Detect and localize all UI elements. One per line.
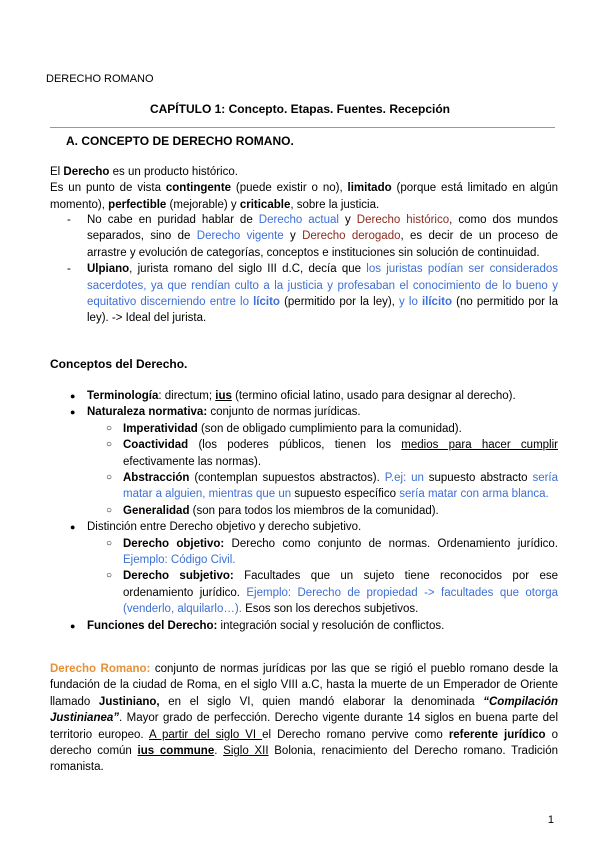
circle-marker: ○ xyxy=(106,570,113,582)
bullet-funciones: ● Funciones del Derecho: integración social y resolución de conflictos. xyxy=(50,618,558,634)
circle-marker: ○ xyxy=(106,439,113,451)
sub-bullet-imperatividad: ○ Imperatividad (son de obligado cumplimiento para la comunidad). xyxy=(50,421,558,437)
circle-marker: ○ xyxy=(106,504,113,516)
bullet-terminologia: ● Terminología: directum; ius (termino oficial latino, usado para designar al derecho). xyxy=(50,388,558,404)
derecho-romano-paragraph: Derecho Romano: conjunto de normas jurídicas por las que se rigió el pueblo romano desde la fundación de la ciudad de Roma, en el siglo VIII a.C, hasta la muerte de un Emperador de Oriente llamado Justiniano, en el siglo VI, quien mandó elaborar la denominada “Compilación Justinianea”. Mayor grado de perfección. Derecho vigente durante 14 siglos en buena parte del territorio europeo. A partir del siglo VI el Derecho romano pervive como referente jurídico o derecho común ius commune. Siglo XII Bolonia, renacimiento del Derecho romano. Tradición romanista. xyxy=(50,663,559,774)
sub-bullet-generalidad: ○ Generalidad (son para todos los miembros de la comunidad). xyxy=(50,503,558,519)
intro-line-1: El Derecho es un producto histórico. xyxy=(50,166,238,178)
sub-bullet-abstraccion: ○ Abstracción (contemplan supuestos abstractos). P.ej: un supuesto abstracto sería matar a alguien, mientras que un supuesto específico sería matar con arma blanca. xyxy=(106,472,559,501)
bullet-list xyxy=(50,388,558,634)
intro-paragraph xyxy=(50,164,558,213)
sub-bullet-coactividad: ○ Coactividad (los poderes públicos, tienen los medios para hacer cumplir efectivamente las normas). xyxy=(106,439,558,468)
dash-list xyxy=(50,212,558,327)
conceptos-heading: Conceptos del Derecho. xyxy=(50,357,188,371)
dash-marker: - xyxy=(67,263,71,276)
bullet-naturaleza: ● Naturaleza normativa: conjunto de normas jurídicas. xyxy=(50,404,558,420)
bullet-marker: ● xyxy=(70,620,76,631)
section-a-heading: A. CONCEPTO DE DERECHO ROMANO. xyxy=(66,134,294,148)
dash-marker: - xyxy=(67,214,71,226)
dash-item-derecho: - No cabe en puridad hablar de Derecho actual y Derecho histórico, como dos mundos separados, sino de Derecho vigente y Derecho derogado, es decir de un proceso de arrastre y evolución de categorías, conceptos e instituciones sin solución de continuidad. xyxy=(67,214,559,259)
sub-bullet-objetivo: ○ Derecho objetivo: Derecho como conjunto de normas. Ordenamiento jurídico. Ejemplo: Código Civil. xyxy=(106,537,558,567)
bullet-marker: ● xyxy=(70,522,76,533)
page-number: 1 xyxy=(547,814,554,826)
bullet-distincion: ● Distinción entre Derecho objetivo y derecho subjetivo. xyxy=(50,519,558,535)
horizontal-rule xyxy=(50,127,555,128)
circle-marker: ○ xyxy=(106,472,113,484)
bullet-marker: ● xyxy=(70,407,76,418)
bullet-marker: ● xyxy=(70,391,76,401)
circle-marker: ○ xyxy=(106,422,113,434)
sub-bullet-subjetivo: ○ Derecho subjetivo: Facultades que un sujeto tiene reconocidos por ese ordenamiento jurídico. Ejemplo: Derecho de propiedad -> facultades que otorga (venderlo, alquilarlo…). Esos son los derechos subjetivos. xyxy=(106,570,558,616)
chapter-title: CAPÍTULO 1: Concepto. Etapas. Fuentes. Recepción xyxy=(149,102,451,116)
document-header: DERECHO ROMANO xyxy=(46,73,154,85)
dash-item-ulpiano: - Ulpiano, jurista romano del siglo III d.C, decía que los juristas podían ser considerados sacerdotes, ya que rendían culto a la justicia y profesaban el conocimiento de lo bueno y equitativo discerniendo entre lo lícito (permitido por la ley), y lo ilícito (no permitido por la ley). -> Ideal del jurista. xyxy=(67,263,558,325)
circle-marker: ○ xyxy=(106,537,113,549)
intro-line-2: Es un punto de vista contingente (puede existir o no), limitado (porque está limitado en algún momento), perfectible (mejorable) y criticable, sobre la justicia. xyxy=(50,182,559,211)
